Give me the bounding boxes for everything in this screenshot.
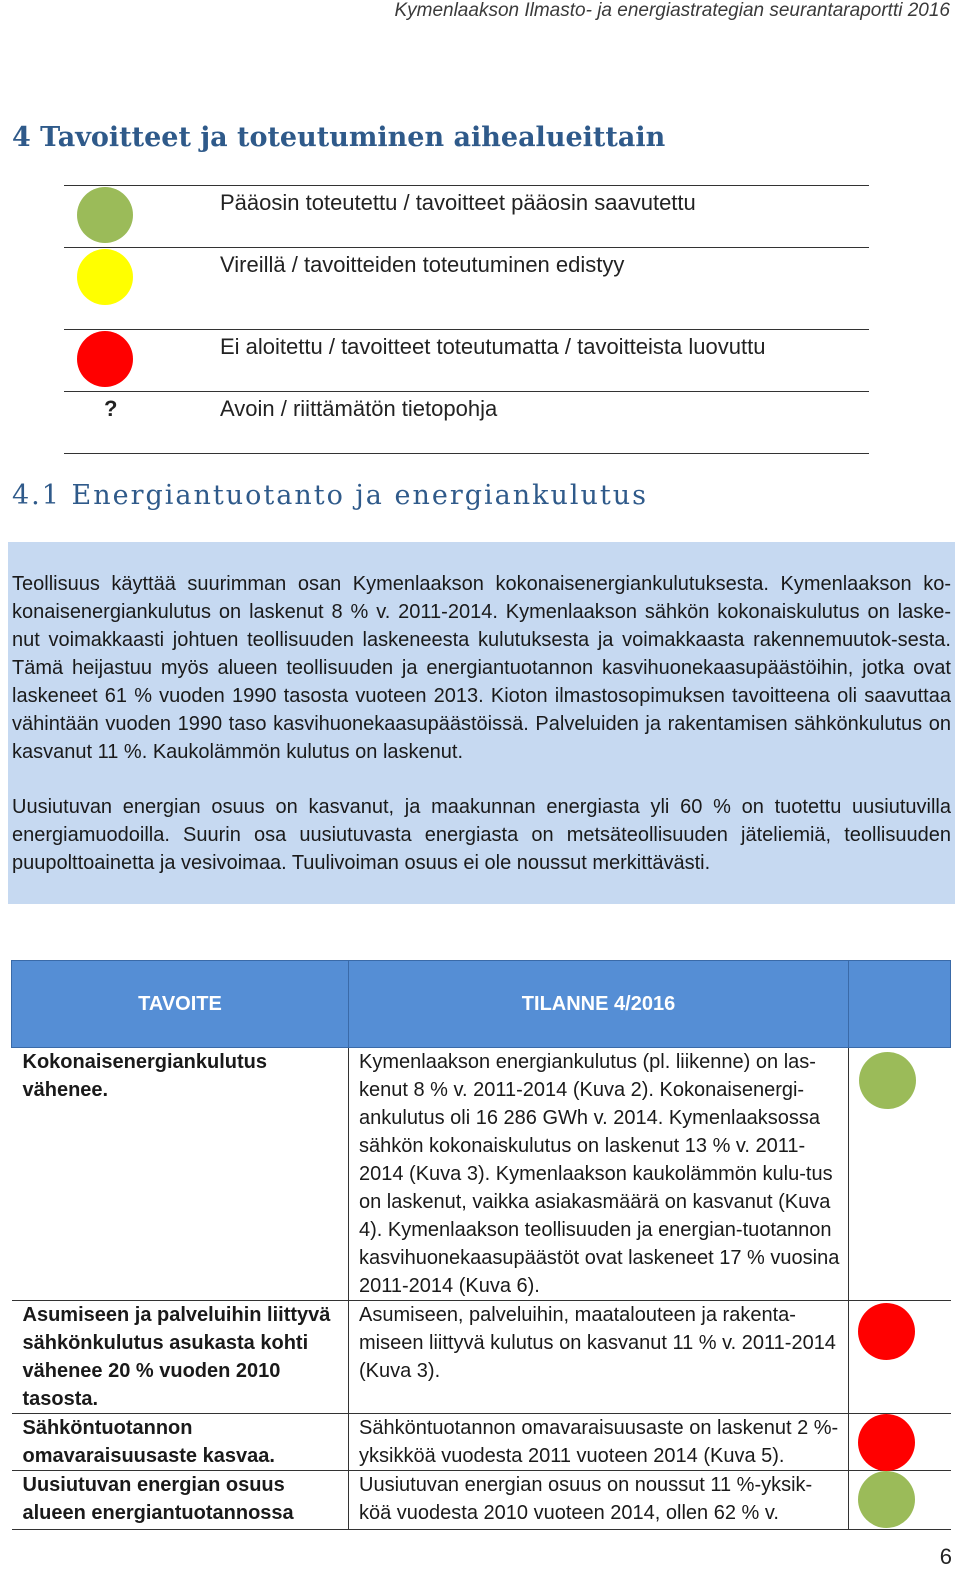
subsection-title: 4.1 Energiantuotanto ja energiankulutus [12, 480, 649, 511]
red-status-icon [77, 331, 133, 387]
running-header: Kymenlaakson Ilmasto- ja energiastrategian seurantaraportti 2016 [394, 0, 950, 21]
legend-row-green [64, 185, 869, 247]
legend-divider [64, 453, 869, 454]
legend-row-red [64, 329, 869, 391]
goal-cell: Uusiutuvan energian osuus alueen energiantuotannossa [12, 1471, 349, 1530]
green-status-icon [858, 1471, 915, 1528]
status-text-cell: Asumiseen, palveluihin, maatalouteen ja rakenta-miseen liittyvä kulutus on kasvanut 11 % v. 2011-2014 (Kuva 3). [349, 1301, 849, 1414]
green-status-icon [77, 187, 133, 243]
section-title: 4 Tavoitteet ja toteutuminen aihealueittain [12, 122, 666, 153]
legend-label: Ei aloitettu / tavoitteet toteutumatta / tavoitteista luovuttu [220, 334, 766, 359]
goal-cell: Kokonaisenergiankulutus vähenee. [12, 1048, 349, 1301]
green-status-icon [859, 1052, 916, 1109]
status-text-cell: Kymenlaakson energiankulutus (pl. liikenne) on las-kenut 8 % v. 2011-2014 (Kuva 2). Kokonaisenergi-ankulutus oli 16 286 GWh v. 2014. Kymenlaaksossa sähkön kokonaiskulutus on laskenut 13 % v. 2011-2014 (Kuva 3). Kymenlaakson kaukolämmön kulu-tus on laskenut, vaikka asiakasmäärä on kasvanut (Kuva 4). Kymenlaakson teollisuuden ja energian-tuotannon kasvihuonekaasupäästöt ovat laskeneet 17 % vuosina 2011-2014 (Kuva 6). [349, 1048, 849, 1301]
legend-row-yellow [64, 247, 869, 329]
goal-cell: Sähköntuotannon omavaraisuusaste kasvaa. [12, 1414, 349, 1471]
status-light-cell [849, 1301, 951, 1414]
status-light-cell [849, 1414, 951, 1471]
table-row [12, 1471, 951, 1530]
status-legend [64, 185, 869, 454]
goal-cell: Asumiseen ja palveluihin liittyvä sähkönkulutus asukasta kohti vähenee 20 % vuoden 2010 tasosta. [12, 1301, 349, 1414]
status-light-cell [849, 1048, 951, 1301]
legend-row-unknown [64, 391, 869, 454]
table-header-row [12, 961, 951, 1048]
table-row [12, 1301, 951, 1414]
legend-label: Pääosin toteutettu / tavoitteet pääosin saavutettu [220, 190, 696, 215]
page-number: 6 [939, 1544, 952, 1569]
question-mark-icon: ? [104, 396, 118, 421]
yellow-status-icon [77, 249, 133, 305]
status-light-cell [849, 1471, 951, 1530]
status-text-cell: Uusiutuvan energian osuus on noussut 11 %-yksik-köä vuodesta 2010 vuoteen 2014, ollen 62 % v. [349, 1471, 849, 1530]
summary-box [8, 542, 955, 904]
column-header-goal: TAVOITE [12, 961, 349, 1048]
legend-label: Vireillä / tavoitteiden toteutuminen edistyy [220, 252, 625, 277]
red-status-icon [858, 1303, 915, 1360]
goals-table [11, 960, 951, 1530]
summary-paragraph: Teollisuus käyttää suurimman osan Kymenlaakson kokonaisenergiankulutuksesta. Kymenlaakson ko-konaisenergiankulutus on laskenut 8 % v. 2011-2014. Kymenlaakson sähkön kokonaiskulutus on laske-nut voimakkaasti johtuen teollisuuden laskeneesta kulutuksesta ja voimakkaasta rakennemuutok-sesta. Tämä heijastuu myös alueen teollisuuden ja energiantuotannon kasvihuonekaasupäästöihin, jotka ovat laskeneet 61 % vuoden 1990 tasosta vuoteen 2013. Kioton ilmastosopimuksen tavoitteena oli saavuttaa vähintään vuoden 1990 taso kasvihuonekaasupäästöissä. Palveluiden ja rakentamisen sähkönkulutus on kasvanut 11 %. Kaukolämmön kulutus on laskenut. [12, 573, 951, 763]
table-row [12, 1048, 951, 1301]
red-status-icon [858, 1414, 915, 1471]
column-header-light [849, 961, 951, 1048]
table-row [12, 1414, 951, 1471]
column-header-status: TILANNE 4/2016 [349, 961, 849, 1048]
legend-label: Avoin / riittämätön tietopohja [220, 396, 498, 421]
summary-paragraph: Uusiutuvan energian osuus on kasvanut, ja maakunnan energiasta yli 60 % on tuotettu uusiutuvilla energiamuodoilla. Suurin osa uusiutuvasta energiasta on metsäteollisuuden jäteliemiä, teollisuuden puupolttoainetta ja vesivoimaa. Tuulivoiman osuus ei ole noussut merkittävästi. [12, 796, 951, 874]
status-text-cell: Sähköntuotannon omavaraisuusaste on laskenut 2 %-yksikköä vuodesta 2011 vuoteen 2014 (Kuva 5). [349, 1414, 849, 1471]
